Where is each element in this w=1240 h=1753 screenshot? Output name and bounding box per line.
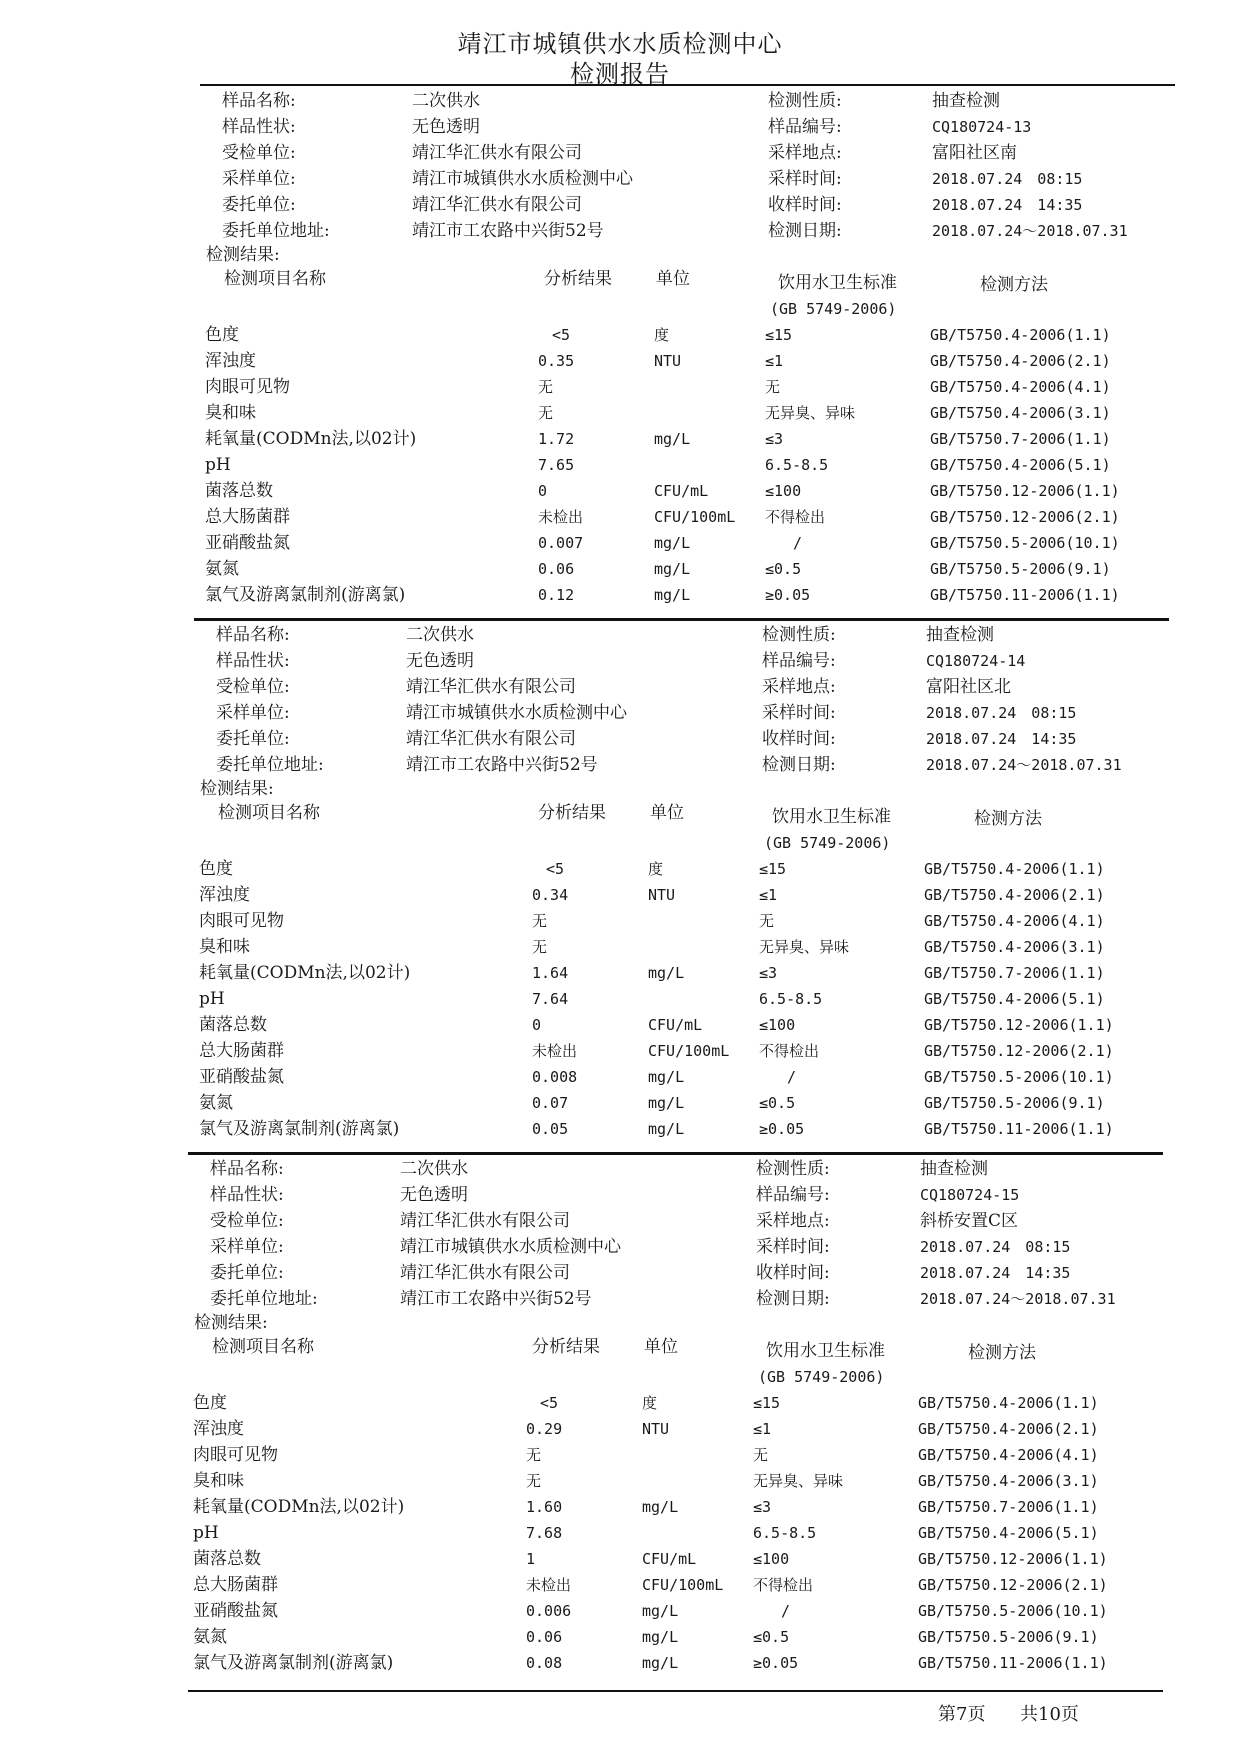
result-unit: mg/L	[654, 586, 691, 604]
page-total: 共10页	[1020, 1704, 1079, 1725]
result-method: GB/T5750.5-2006(10.1)	[930, 534, 1120, 552]
result-method: GB/T5750.11-2006(1.1)	[924, 1120, 1114, 1138]
result-unit: 度	[648, 860, 664, 878]
col-header-standard-ref: (GB 5749-2006)	[758, 1368, 885, 1386]
result-standard: ≤1	[753, 1420, 772, 1438]
value-sampling-site: 富阳社区北	[926, 677, 1011, 697]
result-method: GB/T5750.12-2006(2.1)	[918, 1576, 1108, 1594]
value-test-nature: 抽查检测	[920, 1159, 988, 1179]
result-value: 7.64	[532, 990, 569, 1008]
result-standard: ≥0.05	[753, 1654, 799, 1672]
result-item-name: 臭和味	[205, 403, 256, 423]
value-receiving-time: 2018.07.24 14:35	[926, 730, 1077, 748]
results-heading: 检测结果:	[194, 1313, 268, 1333]
result-method: GB/T5750.4-2006(1.1)	[930, 326, 1111, 344]
result-value: 无	[526, 1446, 542, 1464]
value-sampling-site: 斜桥安置C区	[920, 1211, 1019, 1231]
col-header-result: 分析结果	[538, 803, 606, 823]
result-item-name: 亚硝酸盐氮	[193, 1601, 278, 1621]
result-standard: ≤100	[765, 482, 802, 500]
result-value: 0	[538, 482, 548, 500]
label-sample-props: 样品性状:	[222, 117, 296, 137]
result-value: 未检出	[526, 1576, 572, 1594]
value-sample-props: 无色透明	[406, 651, 474, 671]
value-receiving-time: 2018.07.24 14:35	[932, 196, 1083, 214]
result-method: GB/T5750.4-2006(5.1)	[924, 990, 1105, 1008]
result-standard: ≤15	[753, 1394, 781, 1412]
label-client-address: 委托单位地址:	[222, 221, 330, 241]
result-value: <5	[546, 860, 565, 878]
result-standard: ≤0.5	[759, 1094, 796, 1112]
result-value: 无	[532, 938, 548, 956]
result-item-name: 菌落总数	[193, 1549, 261, 1569]
result-unit: mg/L	[642, 1498, 679, 1516]
result-item-name: 菌落总数	[205, 481, 273, 501]
value-sampling-unit: 靖江市城镇供水水质检测中心	[400, 1237, 621, 1257]
result-standard: 不得检出	[753, 1576, 814, 1594]
result-item-name: pH	[199, 989, 225, 1009]
result-unit: CFU/100mL	[654, 508, 736, 526]
label-sample-name: 样品名称:	[216, 625, 290, 645]
result-item-name: 耗氧量(CODMn法,以02计)	[193, 1497, 405, 1517]
value-inspected-unit: 靖江华汇供水有限公司	[406, 677, 576, 697]
result-standard: ≤3	[753, 1498, 772, 1516]
result-value: 无	[532, 912, 548, 930]
result-unit: mg/L	[642, 1654, 679, 1672]
result-item-name: 浑浊度	[199, 885, 250, 905]
result-standard: 不得检出	[765, 508, 826, 526]
result-value: 0.06	[526, 1628, 563, 1646]
value-sample-name: 二次供水	[400, 1159, 468, 1179]
result-value: 1	[526, 1550, 536, 1568]
result-item-name: 总大肠菌群	[193, 1575, 278, 1595]
result-method: GB/T5750.5-2006(10.1)	[918, 1602, 1108, 1620]
sample-block	[0, 620, 1240, 1150]
result-item-name: 臭和味	[193, 1471, 244, 1491]
value-inspected-unit: 靖江华汇供水有限公司	[412, 143, 582, 163]
result-item-name: 色度	[205, 325, 239, 345]
result-value: 0.008	[532, 1068, 578, 1086]
value-sample-no: CQ180724-14	[926, 652, 1026, 670]
label-inspected-unit: 受检单位:	[216, 677, 290, 697]
result-item-name: 氯气及游离氯制剂(游离氯)	[199, 1119, 400, 1139]
result-item-name: 耗氧量(CODMn法,以02计)	[199, 963, 411, 983]
result-item-name: 肉眼可见物	[193, 1445, 278, 1465]
label-sampling-unit: 采样单位:	[216, 703, 290, 723]
result-item-name: pH	[205, 455, 231, 475]
result-item-name: 浑浊度	[193, 1419, 244, 1439]
col-header-standard-ref: (GB 5749-2006)	[770, 300, 897, 318]
result-standard: ≤1	[759, 886, 778, 904]
result-method: GB/T5750.11-2006(1.1)	[930, 586, 1120, 604]
label-sample-no: 样品编号:	[756, 1185, 830, 1205]
label-receiving-time: 收样时间:	[756, 1263, 830, 1283]
result-item-name: 氯气及游离氯制剂(游离氯)	[193, 1653, 394, 1673]
results-heading: 检测结果:	[200, 779, 274, 799]
result-standard: 无	[753, 1446, 769, 1464]
label-inspected-unit: 受检单位:	[210, 1211, 284, 1231]
result-value: 0.06	[538, 560, 575, 578]
label-sampling-time: 采样时间:	[762, 703, 836, 723]
result-item-name: 亚硝酸盐氮	[199, 1067, 284, 1087]
result-standard: 6.5-8.5	[753, 1524, 817, 1542]
result-item-name: pH	[193, 1523, 219, 1543]
value-sample-no: CQ180724-13	[932, 118, 1032, 136]
label-sampling-unit: 采样单位:	[222, 169, 296, 189]
result-unit: CFU/mL	[654, 482, 709, 500]
result-unit: CFU/mL	[642, 1550, 697, 1568]
result-unit: NTU	[648, 886, 676, 904]
label-client-address: 委托单位地址:	[210, 1289, 318, 1309]
result-unit: mg/L	[648, 1120, 685, 1138]
value-sampling-time: 2018.07.24 08:15	[926, 704, 1077, 722]
result-standard: ≤0.5	[765, 560, 802, 578]
result-standard: 6.5-8.5	[759, 990, 823, 1008]
label-sample-no: 样品编号:	[762, 651, 836, 671]
label-sampling-unit: 采样单位:	[210, 1237, 284, 1257]
result-value: 0	[532, 1016, 542, 1034]
label-client-unit: 委托单位:	[210, 1263, 284, 1283]
result-value: 无	[538, 378, 554, 396]
label-client-unit: 委托单位:	[216, 729, 290, 749]
result-method: GB/T5750.12-2006(1.1)	[930, 482, 1120, 500]
result-unit: 度	[642, 1394, 658, 1412]
result-value: <5	[540, 1394, 559, 1412]
col-header-method: 检测方法	[968, 1343, 1036, 1363]
result-standard: ≤15	[765, 326, 793, 344]
result-method: GB/T5750.12-2006(2.1)	[924, 1042, 1114, 1060]
result-unit: CFU/mL	[648, 1016, 703, 1034]
value-client-address: 靖江市工农路中兴街52号	[406, 755, 598, 775]
result-item-name: 耗氧量(CODMn法,以02计)	[205, 429, 417, 449]
result-item-name: 总大肠菌群	[199, 1041, 284, 1061]
result-standard: ≤3	[765, 430, 784, 448]
result-standard: ≤3	[759, 964, 778, 982]
col-header-standard: 饮用水卫生标准	[778, 273, 897, 293]
result-method: GB/T5750.4-2006(3.1)	[924, 938, 1105, 956]
label-client-address: 委托单位地址:	[216, 755, 324, 775]
result-standard: ≥0.05	[759, 1120, 805, 1138]
result-standard: 无异臭、异味	[753, 1472, 844, 1490]
result-unit: CFU/100mL	[642, 1576, 724, 1594]
result-method: GB/T5750.12-2006(2.1)	[930, 508, 1120, 526]
result-standard: ≤15	[759, 860, 787, 878]
value-sampling-unit: 靖江市城镇供水水质检测中心	[406, 703, 627, 723]
result-item-name: 氨氮	[205, 559, 239, 579]
value-test-date: 2018.07.24～2018.07.31	[926, 756, 1122, 774]
result-item-name: 总大肠菌群	[205, 507, 290, 527]
result-unit: mg/L	[654, 430, 691, 448]
sample-block	[0, 86, 1240, 616]
value-client-address: 靖江市工农路中兴街52号	[412, 221, 604, 241]
value-client-address: 靖江市工农路中兴街52号	[400, 1289, 592, 1309]
result-method: GB/T5750.4-2006(2.1)	[918, 1420, 1099, 1438]
section-divider	[200, 84, 1175, 86]
label-test-date: 检测日期:	[762, 755, 836, 775]
result-method: GB/T5750.4-2006(2.1)	[924, 886, 1105, 904]
label-receiving-time: 收样时间:	[762, 729, 836, 749]
label-test-nature: 检测性质:	[756, 1159, 830, 1179]
result-method: GB/T5750.4-2006(4.1)	[918, 1446, 1099, 1464]
result-standard: ≥0.05	[765, 586, 811, 604]
result-standard: ≤0.5	[753, 1628, 790, 1646]
result-item-name: 菌落总数	[199, 1015, 267, 1035]
label-receiving-time: 收样时间:	[768, 195, 842, 215]
label-sample-props: 样品性状:	[216, 651, 290, 671]
col-header-unit: 单位	[650, 803, 684, 823]
value-sampling-unit: 靖江市城镇供水水质检测中心	[412, 169, 633, 189]
value-client-unit: 靖江华汇供水有限公司	[400, 1263, 570, 1283]
result-item-name: 浑浊度	[205, 351, 256, 371]
result-value: 未检出	[532, 1042, 578, 1060]
result-standard: 无	[759, 912, 775, 930]
result-unit: mg/L	[648, 1068, 685, 1086]
value-sampling-time: 2018.07.24 08:15	[920, 1238, 1071, 1256]
label-sample-name: 样品名称:	[222, 91, 296, 111]
col-header-unit: 单位	[656, 269, 690, 289]
result-unit: NTU	[654, 352, 682, 370]
label-inspected-unit: 受检单位:	[222, 143, 296, 163]
result-standard: /	[781, 1602, 791, 1620]
label-test-date: 检测日期:	[768, 221, 842, 241]
value-test-nature: 抽查检测	[932, 91, 1000, 111]
result-standard: /	[793, 534, 803, 552]
result-method: GB/T5750.11-2006(1.1)	[918, 1654, 1108, 1672]
result-value: 无	[526, 1472, 542, 1490]
value-client-unit: 靖江华汇供水有限公司	[412, 195, 582, 215]
col-header-standard: 饮用水卫生标准	[772, 807, 891, 827]
label-test-nature: 检测性质:	[762, 625, 836, 645]
value-client-unit: 靖江华汇供水有限公司	[406, 729, 576, 749]
result-value: 0.29	[526, 1420, 563, 1438]
result-value: 0.006	[526, 1602, 572, 1620]
result-method: GB/T5750.5-2006(9.1)	[924, 1094, 1105, 1112]
value-test-date: 2018.07.24～2018.07.31	[932, 222, 1128, 240]
col-header-method: 检测方法	[980, 275, 1048, 295]
result-value: 7.68	[526, 1524, 563, 1542]
result-value: <5	[552, 326, 571, 344]
label-sampling-time: 采样时间:	[768, 169, 842, 189]
result-value: 0.007	[538, 534, 584, 552]
result-standard: 6.5-8.5	[765, 456, 829, 474]
label-sample-name: 样品名称:	[210, 1159, 284, 1179]
result-standard: ≤100	[759, 1016, 796, 1034]
result-standard: 无异臭、异味	[765, 404, 856, 422]
result-method: GB/T5750.4-2006(3.1)	[918, 1472, 1099, 1490]
value-test-nature: 抽查检测	[926, 625, 994, 645]
result-unit: CFU/100mL	[648, 1042, 730, 1060]
col-header-item: 检测项目名称	[224, 269, 326, 289]
result-standard: ≤100	[753, 1550, 790, 1568]
value-sampling-site: 富阳社区南	[932, 143, 1017, 163]
result-item-name: 亚硝酸盐氮	[205, 533, 290, 553]
result-unit: mg/L	[642, 1602, 679, 1620]
result-value: 0.35	[538, 352, 575, 370]
label-sampling-site: 采样地点:	[756, 1211, 830, 1231]
report-title: 检测报告	[570, 60, 670, 88]
label-client-unit: 委托单位:	[222, 195, 296, 215]
label-test-date: 检测日期:	[756, 1289, 830, 1309]
value-sample-props: 无色透明	[400, 1185, 468, 1205]
result-value: 0.07	[532, 1094, 569, 1112]
results-heading: 检测结果:	[206, 245, 280, 265]
result-item-name: 色度	[193, 1393, 227, 1413]
result-standard: 不得检出	[759, 1042, 820, 1060]
col-header-standard: 饮用水卫生标准	[766, 1341, 885, 1361]
org-title: 靖江市城镇供水水质检测中心	[457, 30, 783, 58]
result-method: GB/T5750.5-2006(9.1)	[918, 1628, 1099, 1646]
label-sample-props: 样品性状:	[210, 1185, 284, 1205]
result-item-name: 氯气及游离氯制剂(游离氯)	[205, 585, 406, 605]
result-item-name: 肉眼可见物	[199, 911, 284, 931]
col-header-result: 分析结果	[544, 269, 612, 289]
result-value: 未检出	[538, 508, 584, 526]
label-test-nature: 检测性质:	[768, 91, 842, 111]
result-method: GB/T5750.4-2006(1.1)	[918, 1394, 1099, 1412]
result-value: 7.65	[538, 456, 575, 474]
result-method: GB/T5750.4-2006(2.1)	[930, 352, 1111, 370]
label-sample-no: 样品编号:	[768, 117, 842, 137]
result-item-name: 氨氮	[199, 1093, 233, 1113]
result-item-name: 肉眼可见物	[205, 377, 290, 397]
result-method: GB/T5750.4-2006(4.1)	[924, 912, 1105, 930]
value-sample-no: CQ180724-15	[920, 1186, 1020, 1204]
label-sampling-site: 采样地点:	[762, 677, 836, 697]
result-value: 0.34	[532, 886, 569, 904]
result-value: 1.64	[532, 964, 569, 982]
result-method: GB/T5750.4-2006(4.1)	[930, 378, 1111, 396]
result-method: GB/T5750.5-2006(9.1)	[930, 560, 1111, 578]
result-unit: mg/L	[648, 1094, 685, 1112]
col-header-standard-ref: (GB 5749-2006)	[764, 834, 891, 852]
result-unit: mg/L	[648, 964, 685, 982]
result-standard: ≤1	[765, 352, 784, 370]
result-item-name: 臭和味	[199, 937, 250, 957]
label-sampling-site: 采样地点:	[768, 143, 842, 163]
label-sampling-time: 采样时间:	[756, 1237, 830, 1257]
result-value: 无	[538, 404, 554, 422]
result-unit: mg/L	[654, 560, 691, 578]
value-test-date: 2018.07.24～2018.07.31	[920, 1290, 1116, 1308]
col-header-item: 检测项目名称	[218, 803, 320, 823]
page-number: 第7页	[938, 1704, 986, 1725]
value-sample-name: 二次供水	[412, 91, 480, 111]
col-header-method: 检测方法	[974, 809, 1042, 829]
result-method: GB/T5750.4-2006(1.1)	[924, 860, 1105, 878]
result-item-name: 色度	[199, 859, 233, 879]
col-header-item: 检测项目名称	[212, 1337, 314, 1357]
result-method: GB/T5750.7-2006(1.1)	[930, 430, 1111, 448]
result-unit: 度	[654, 326, 670, 344]
value-sample-props: 无色透明	[412, 117, 480, 137]
sample-block	[0, 1154, 1240, 1684]
section-divider	[194, 618, 1169, 621]
result-method: GB/T5750.12-2006(1.1)	[918, 1550, 1108, 1568]
result-value: 0.12	[538, 586, 575, 604]
result-standard: /	[787, 1068, 797, 1086]
result-unit: mg/L	[654, 534, 691, 552]
result-value: 1.60	[526, 1498, 563, 1516]
footer-divider	[188, 1690, 1163, 1692]
result-method: GB/T5750.4-2006(5.1)	[930, 456, 1111, 474]
result-value: 0.05	[532, 1120, 569, 1138]
result-value: 1.72	[538, 430, 575, 448]
col-header-unit: 单位	[644, 1337, 678, 1357]
result-unit: mg/L	[642, 1628, 679, 1646]
value-receiving-time: 2018.07.24 14:35	[920, 1264, 1071, 1282]
result-method: GB/T5750.4-2006(5.1)	[918, 1524, 1099, 1542]
result-method: GB/T5750.4-2006(3.1)	[930, 404, 1111, 422]
result-method: GB/T5750.12-2006(1.1)	[924, 1016, 1114, 1034]
result-unit: NTU	[642, 1420, 670, 1438]
result-standard: 无异臭、异味	[759, 938, 850, 956]
value-sample-name: 二次供水	[406, 625, 474, 645]
result-value: 0.08	[526, 1654, 563, 1672]
result-standard: 无	[765, 378, 781, 396]
result-method: GB/T5750.7-2006(1.1)	[924, 964, 1105, 982]
value-inspected-unit: 靖江华汇供水有限公司	[400, 1211, 570, 1231]
result-item-name: 氨氮	[193, 1627, 227, 1647]
value-sampling-time: 2018.07.24 08:15	[932, 170, 1083, 188]
section-divider	[188, 1152, 1163, 1155]
col-header-result: 分析结果	[532, 1337, 600, 1357]
result-method: GB/T5750.7-2006(1.1)	[918, 1498, 1099, 1516]
result-method: GB/T5750.5-2006(10.1)	[924, 1068, 1114, 1086]
